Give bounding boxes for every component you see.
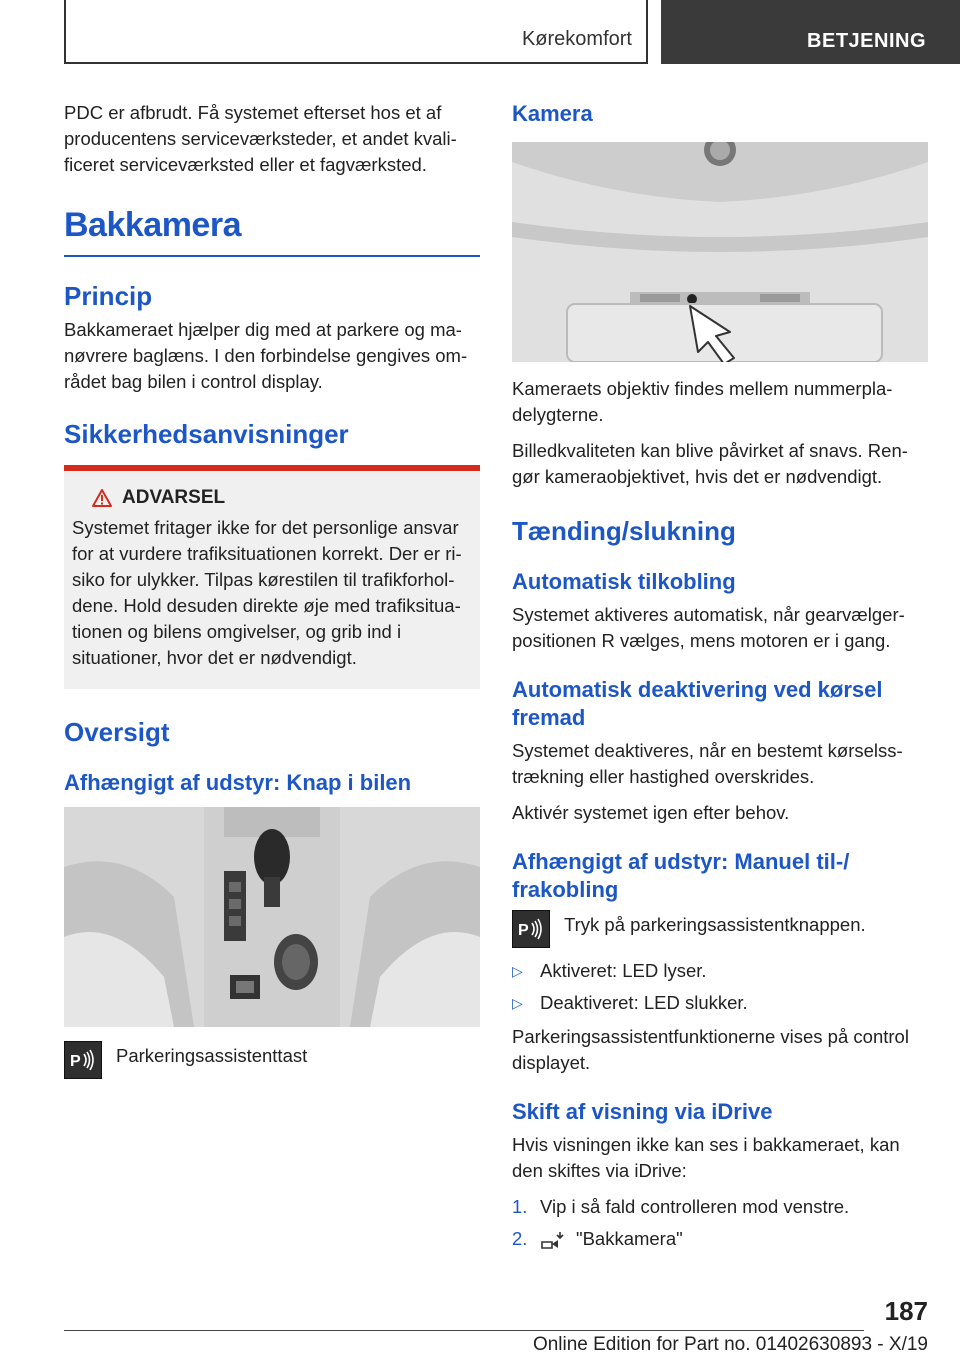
triangle-bullet-icon: ▷ (512, 995, 523, 1011)
parking-assist-caption: Parkeringsassistenttast (116, 1045, 308, 1066)
list-item (512, 958, 928, 984)
rear-camera-photo (512, 142, 928, 362)
parking-assist-button-icon (512, 910, 550, 948)
princip-heading: Princip (64, 281, 153, 311)
camera-paragraph-1: Kameraets objektiv findes mellem nummerpladelygterne. (512, 378, 893, 425)
intro-paragraph: PDC er afbrudt. Få systemet efterset hos et af producentens serviceværksteder, et andet kvalificeret serviceværksted eller et fagværksted. (64, 102, 457, 175)
auto-off-heading: Automatisk deaktivering ved kørsel fremad (512, 677, 883, 730)
triangle-bullet-icon: ▷ (512, 963, 523, 979)
onoff-heading: Tænding/slukning (512, 516, 736, 546)
header-section-title: Kørekomfort (521, 28, 632, 50)
left-column (64, 100, 480, 1089)
warning-title: ADVARSEL (122, 487, 226, 508)
warning-text: Systemet fritager ikke for det personlige ansvar for at vurdere trafiksituationen korrekt. Der er risiko for ulykker. Tilpas kørestilen til trafikforholdene. Hold desuden direkte øje med trafiksituationen og bilens omgivelser, og grib ind i situationer, hvor det er nødvendigt. (72, 517, 462, 668)
footer-edition: Online Edition for Part no. 01402630893 - X/19 (532, 1334, 928, 1355)
list-item (512, 990, 928, 1016)
step-text: "Bakkamera" (576, 1228, 683, 1249)
camera-paragraph-2: Billedkvaliteten kan blive påvirket af snavs. Rengør kameraobjektivet, hvis det er nødvendigt. (512, 440, 908, 487)
page-title: Bakkamera (64, 206, 480, 257)
center-console-photo (64, 807, 480, 1027)
rear-camera-icon (540, 1228, 568, 1250)
led-status-list (512, 958, 928, 1016)
idrive-paragraph: Hvis visningen ikke kan ses i bakkameraet, kan den skiftes via iDrive: (512, 1134, 900, 1181)
warning-box (64, 465, 480, 689)
header-chapter-title: BETJENING (807, 30, 926, 52)
footer-divider (64, 1330, 864, 1331)
functions-paragraph: Parkeringsassistentfunktionerne vises på control displayet. (512, 1026, 909, 1073)
list-item-text: Deaktiveret: LED slukker. (540, 992, 748, 1013)
warning-triangle-icon (92, 489, 112, 507)
page-number: 187 (884, 1296, 928, 1326)
auto-off-paragraph-1: Systemet deaktiveres, når en bestemt kørselsstrækning eller hastighed overskrides. (512, 740, 903, 787)
step-number: 2. (512, 1228, 528, 1249)
overview-heading: Oversigt (64, 717, 170, 747)
manual-heading: Afhængigt af udstyr: Manuel til-/ frakobling (512, 849, 850, 902)
auto-on-heading: Automatisk tilkobling (512, 569, 736, 594)
auto-off-paragraph-2: Aktivér systemet igen efter behov. (512, 802, 790, 823)
step-text: Vip i så fald controlleren mod venstre. (540, 1196, 850, 1217)
step-number: 1. (512, 1196, 528, 1217)
auto-on-paragraph: Systemet aktiveres automatisk, når gearvælgerpositionen R vælges, mens motoren er i gang. (512, 604, 905, 651)
idrive-steps (512, 1194, 928, 1252)
warning-title-row (92, 487, 472, 509)
safety-heading: Sikkerhedsanvisninger (64, 419, 349, 449)
parking-assist-caption-row (64, 1041, 480, 1079)
manual-instruction: Tryk på parkeringsassistentknappen. (564, 914, 866, 935)
svg-text:P: P (518, 922, 529, 939)
parking-assist-icon (64, 1041, 102, 1079)
svg-text:P: P (70, 1053, 81, 1070)
right-column (512, 100, 928, 1260)
camera-heading: Kamera (512, 101, 593, 126)
princip-paragraph: Bakkameraet hjælper dig med at parkere og manøvrere baglæns. I den forbindelse gengives området bag bilen i control display. (64, 319, 468, 392)
list-item (512, 1226, 928, 1252)
list-item (512, 1194, 928, 1220)
list-item-text: Aktiveret: LED lyser. (540, 960, 707, 981)
manual-instruction-row (512, 910, 928, 948)
idrive-heading: Skift af visning via iDrive (512, 1099, 773, 1124)
button-heading: Afhængigt af udstyr: Knap i bilen (64, 770, 412, 795)
